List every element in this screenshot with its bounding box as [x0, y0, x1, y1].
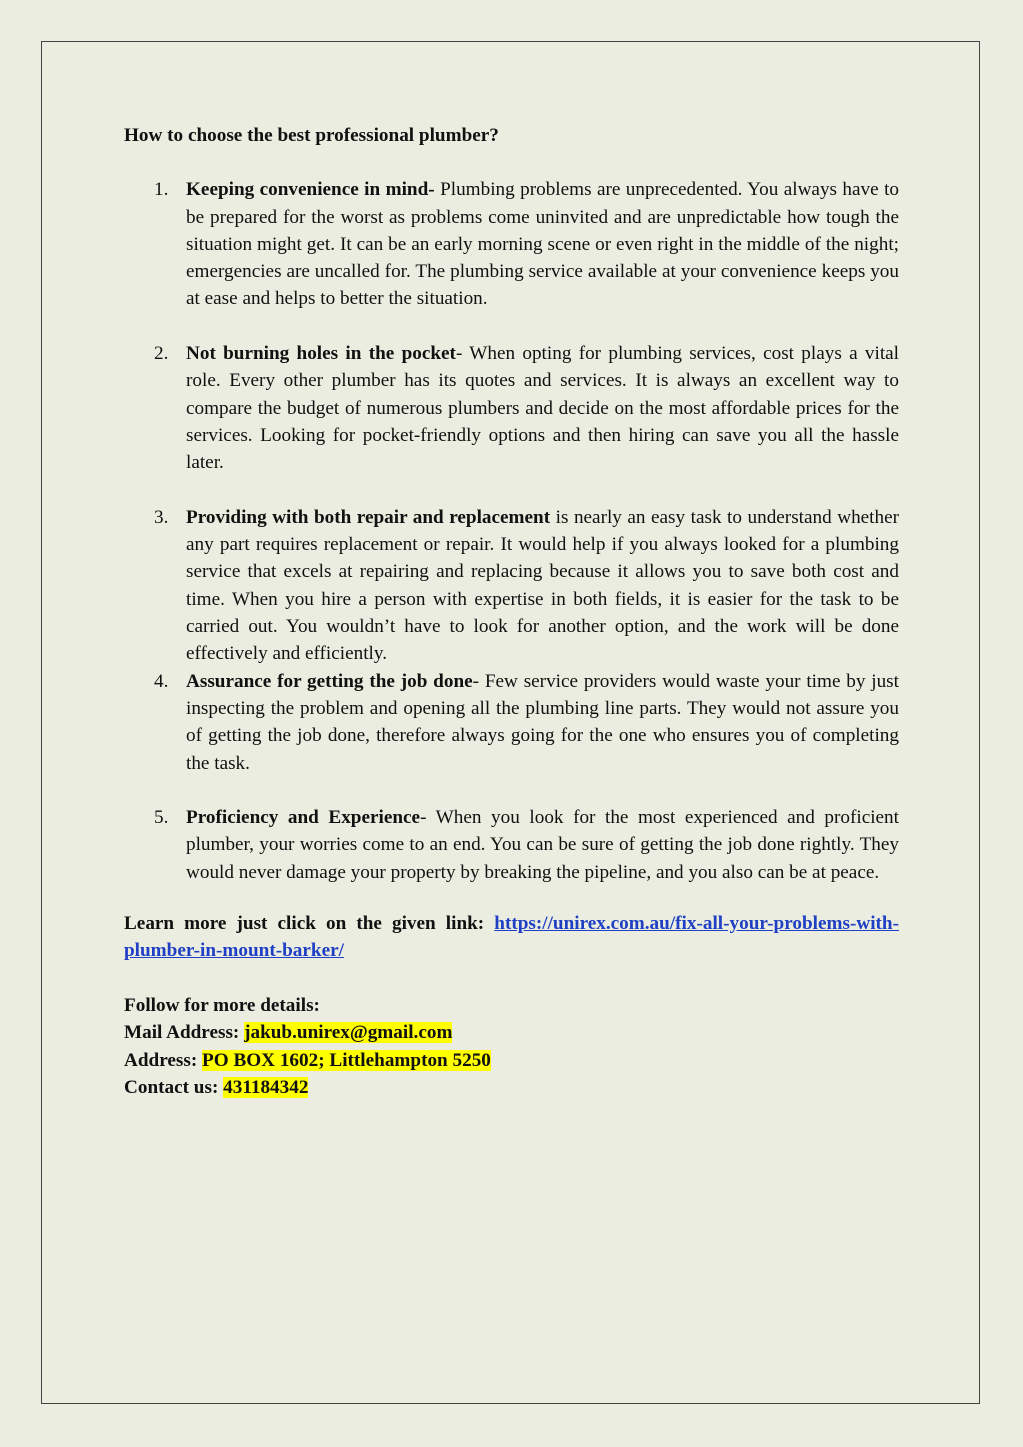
list-item — [124, 504, 899, 668]
address-label: Address: — [124, 1049, 203, 1071]
page-title: How to choose the best professional plumber? — [124, 125, 499, 146]
follow-heading: Follow for more details: — [124, 994, 320, 1016]
phone-label: Contact us: — [124, 1076, 224, 1098]
item-body: - Few service providers would waste your time by just inspecting the problem and opening all the plumbing line parts. They would not assure you of getting the job done, therefore always going for the one who ensures you of completing the task. — [186, 670, 899, 774]
item-body: Plumbing problems are unprecedented. You always have to be prepared for the worst as problems come uninvited and are unpredictable how tough the situation might get. It can be an early morning scene or even right in the middle of the night; emergencies are uncalled for. The plumbing service available at your convenience keeps you at ease and helps to better the situation. — [186, 179, 899, 310]
item-body: - When opting for plumbing services, cost plays a vital role. Every other plumber has its quotes and services. It is always an excellent way to compare the budget of numerous plumbers and decide on the most affordable prices for the services. Looking for pocket-friendly options and then hiring can save you all the hassle later. — [186, 343, 899, 474]
item-number: 5. — [154, 807, 169, 829]
address-value: PO BOX 1602; Littlehampton 5250 — [202, 1049, 491, 1071]
list-item — [124, 176, 899, 312]
learn-more — [124, 910, 899, 965]
document-content — [124, 122, 899, 1101]
tips-list — [124, 176, 899, 886]
item-number: 3. — [154, 506, 169, 528]
item-number: 2. — [154, 343, 169, 365]
item-heading: Proficiency and Experience — [186, 807, 421, 829]
list-item — [124, 668, 899, 777]
item-number: 4. — [154, 670, 169, 692]
item-number: 1. — [154, 179, 169, 201]
list-item — [124, 804, 899, 886]
mail-label: Mail Address: — [124, 1022, 245, 1044]
item-heading: Not burning holes in the pocket — [186, 343, 456, 365]
item-body: - When you look for the most experienced and proficient plumber, your worries come to an end. You can be sure of getting the job done rightly. They would never damage your property by breaking the pipeline, and you also can be at peace. — [186, 807, 899, 883]
mail-row — [124, 1019, 899, 1046]
phone-value: 431184342 — [223, 1076, 309, 1098]
mail-value: jakub.unirex@gmail.com — [244, 1022, 453, 1044]
address-row — [124, 1047, 899, 1074]
article-link[interactable]: https://unirex.com.au/fix-all-your-problems-with-plumber-in-mount-barker/ — [124, 913, 899, 962]
list-item — [124, 340, 899, 476]
item-heading: Keeping convenience in mind- — [186, 179, 435, 201]
phone-row — [124, 1074, 899, 1101]
item-heading: Assurance for getting the job done — [186, 670, 473, 692]
contact-block — [124, 992, 899, 1101]
item-heading: Providing with both repair and replacement — [186, 506, 551, 528]
learn-more-label: Learn more just click on the given link: — [124, 913, 495, 935]
item-body: is nearly an easy task to understand whether any part requires replacement or repair. It would help if you always looked for a plumbing service that excels at repairing and replacing because it allows you to save both cost and time. When you hire a person with expertise in both fields, it is easier for the task to be carried out. You wouldn’t have to look for another option, and the work will be done effectively and efficiently. — [186, 506, 900, 665]
